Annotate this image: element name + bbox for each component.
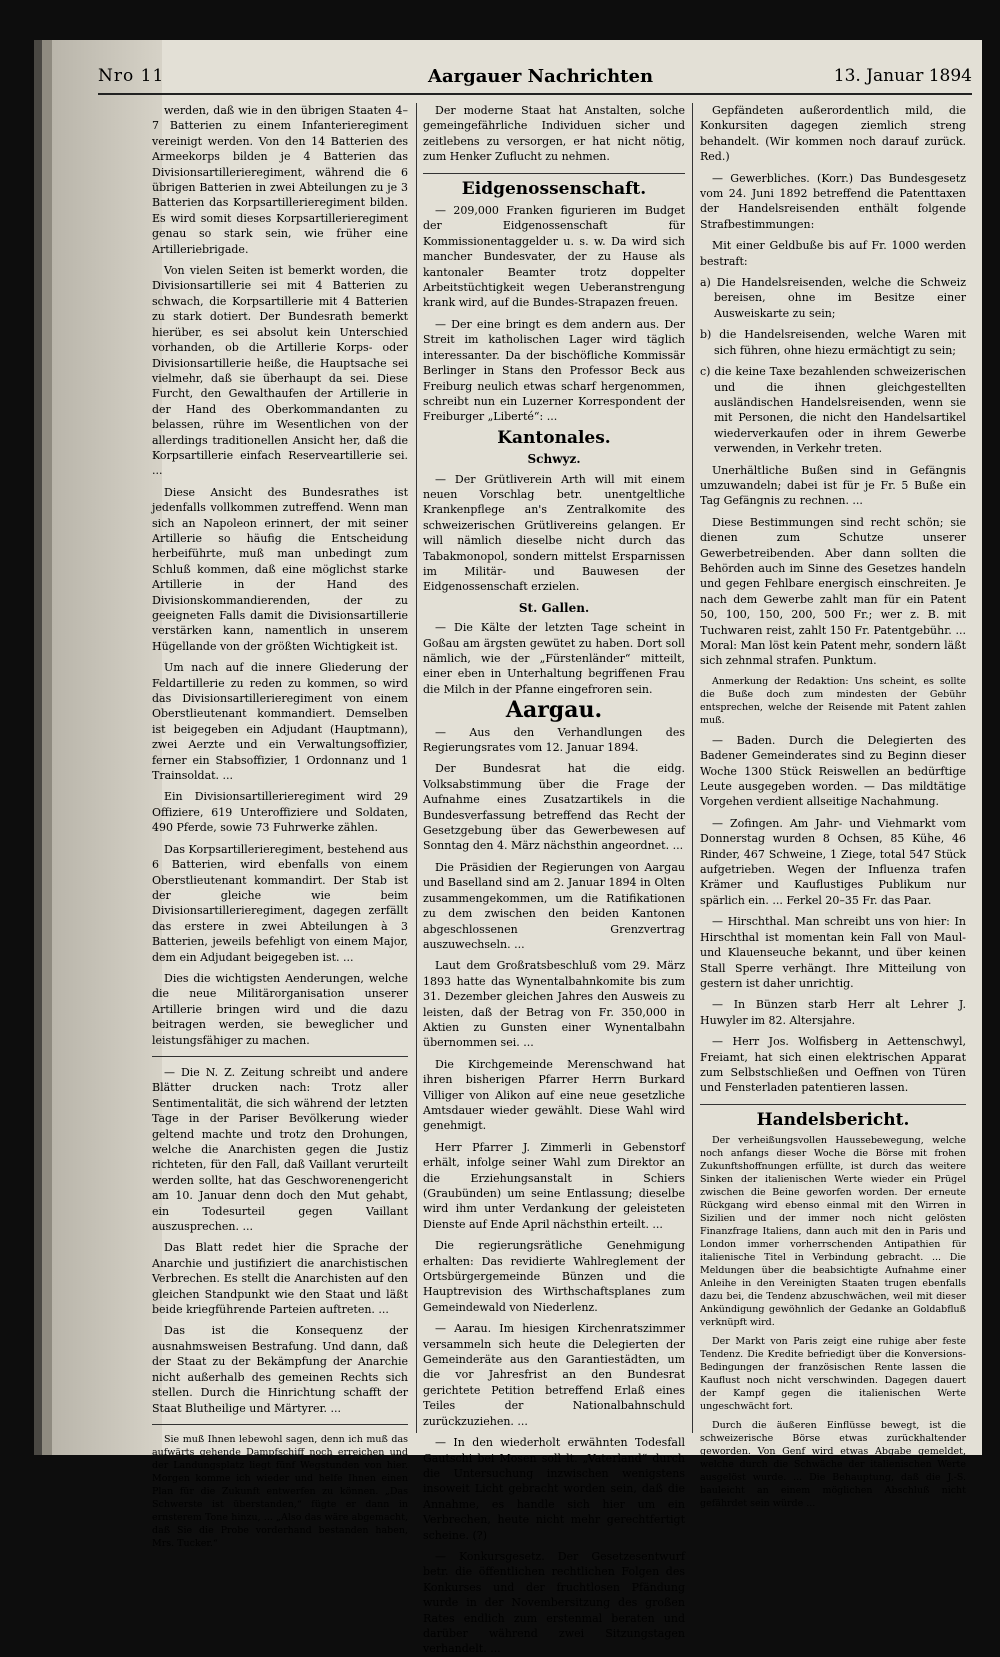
article-paragraph: Gepfändeten außerordentlich mild, die Konkursiten dagegen ziemlich streng behandelt. (Wir kommen noch darauf zurück. Red.) xyxy=(700,104,966,164)
article-paragraph: Um nach auf die innere Gliederung der Feldartillerie zu reden zu kommen, so wird das Divisionsartillerieregiment von einem Oberstlieutenant kommandiert. Demselben ist beigegeben ein Adjudant (Hauptmann), zwei Aerzte und ein Verwaltungsoffizier, ferner ein Stabsoffizier, 1 Ordonnanz und 1 Trainsoldat. ... xyxy=(152,661,408,783)
article-paragraph: Laut dem Großratsbeschluß vom 29. März 1893 hatte das Wynentalbahnkomite bis zum 31. Dezember gleichen Jahres den Ausweis zu leisten, daß der Betrag von Fr. 350,000 in Aktien zu Gunsten einer Wynentalbahn übernommen sei. ... xyxy=(423,959,685,1050)
article-paragraph: Diese Bestimmungen sind recht schön; sie dienen zum Schutze unserer Gewerbetreibenden. Aber dann sollten die Behörden auch im Sinne des Gesetzes handeln und gegen Fehlbare energisch einschreiten. Je nach dem Gewerbe zahlt man für ein Patent 50, 100, 150, 200, 500 Fr.; wer z. B. mit Tuchwaren reist, zahlt 150 Fr. Patentgebühr. ... Moral: Man löst kein Patent mehr, sondern läßt sich zehnmal strafen. Punktum. xyxy=(700,515,966,668)
page-header xyxy=(98,62,978,92)
column-divider xyxy=(692,103,693,1433)
article-paragraph: Von vielen Seiten ist bemerkt worden, die Divisionsartillerie sei mit 4 Batterien zu schwach, die Korpsartillerie mit 4 Batterien zu stark dotiert. Der Bundesrath bemerkt hierüber, es sei absolut kein Unterschied vorhanden, ob die Artillerie Korps- oder Divisionsartillerie heiße, die Hauptsache sei vielmehr, daß sie überhaupt da sei. Diese Furcht, den Gewalthaufen der Artillerie in der Hand des Oberkommandanten zu belassen, rühre im Wesentlichen von der allerdings traditionellen Ansicht her, daß die Korpsartillerie einfach Reserveartillerie sei. ... xyxy=(152,264,408,478)
editor-note: Anmerkung der Redaktion: Uns scheint, es sollte die Buße doch zum mindesten der Gebühr entsprechen, welche der Reisende mit Patent zahlen muß. xyxy=(700,675,966,726)
article-paragraph: Der moderne Staat hat Anstalten, solche gemeingefährliche Individuen sicher und zeitlebens zu versorgen, er hat nicht nötig, zum Henker Zuflucht zu nehmen. xyxy=(423,104,685,164)
market-report-paragraph: Der verheißungsvollen Haussebewegung, welche noch anfangs dieser Woche die Börse mit frohen Zukunftshoffnungen erfüllte, ist durch das weitere Sinken der italienischen Werte wieder ein Prügel zwischen die Beine geworfen worden. Der erneute Rückgang wird ebenso einmal mit den Wirren in Sizilien und der immer noch nicht gelösten Finanzfrage Italiens, dann auch mit den in Paris und London immer vorherrschenden Antipathien für italienische Titel in Verbindung gebracht. ... Die Meldungen über die beabsichtigte Aufnahme einer Anleihe in den Vereinigten Staaten trugen ebenfalls dazu bei, die Tendenz abzuschwächen, weil mit dieser Ankündigung gewöhnlich der Gedanke an Goldabfluß verknüpft wird. xyxy=(700,1135,966,1329)
article-paragraph: Mit einer Geldbuße bis auf Fr. 1000 werden bestraft: xyxy=(700,239,966,268)
subsection-heading: St. Gallen. xyxy=(518,600,590,615)
subsection-heading: Schwyz. xyxy=(527,452,581,467)
article-paragraph: Das ist die Konsequenz der ausnahmsweisen Bestrafung. Und dann, daß der Staat zu der Bekämpfung der Anarchie nicht außerhalb des gemeinen Rechts sich stellen. Durch die Hinrichtung schafft der Staat Blutheilige und Märtyrer. ... xyxy=(152,1324,408,1415)
article-paragraph: — Herr Jos. Wolfisberg in Aettenschwyl, Freiamt, hat sich einen elektrischen Apparat zum Selbstschließen und Oeffnen von Türen und Fensterladen patentieren lassen. xyxy=(700,1035,966,1095)
article-paragraph: Herr Pfarrer J. Zimmerli in Gebenstorf erhält, infolge seiner Wahl zum Direktor an die Erziehungsanstalt in Schiers (Graubünden) um seine Entlassung; dieselbe wird ihm unter Verdankung der geleisteten Dienste auf Ende April nächsthin erteilt. ... xyxy=(423,1140,685,1231)
article-paragraph: — Konkursgesetz. Der Gesetzesentwurf betr. die öffentlichen rechtlichen Folgen des Konkurses und der fruchtlosen Pfändung wurde in der Novembersitzung des großen Rates endlich zum erstenmal beraten und darüber während zwei Sitzungstagen verhandelt. ... xyxy=(423,1549,685,1656)
header-rule xyxy=(98,93,972,95)
feuilleton-text: Sie muß Ihnen lebewohl sagen, denn ich muß das aufwärts gehende Dampfschiff noch erreichen und der Landungsplatz liegt fünf Wegstunden von hier. Morgen komme ich wieder und helfe Ihnen einen Plan für die Zukunft entwerfen zu können. „Das Schwerste ist überstanden,“ fügte er dann in ernsterem Tone hinzu, ... „Also das wäre abgemacht, daß Sie die Probe vorderhand bestanden haben, Mrs. Tucker.“ xyxy=(152,1433,408,1549)
article-paragraph: — Zofingen. Am Jahr- und Viehmarkt vom Donnerstag wurden 8 Ochsen, 85 Kühe, 46 Rinder, 467 Schweine, 1 Ziege, total 547 Stück aufgetrieben. Wegen der Influenza trafen Krämer und Kauflustiges Publikum nur spärlich ein. ... Ferkel 20–35 Fr. das Paar. xyxy=(700,816,966,907)
section-heading: Kantonales. xyxy=(497,427,611,448)
article-paragraph: — Gewerbliches. (Korr.) Das Bundesgesetz vom 24. Juni 1892 betreffend die Patenttaxen der Handelsreisenden enthält folgende Strafbestimmungen: xyxy=(700,171,966,231)
newspaper-title: Aargauer Nachrichten xyxy=(428,66,654,87)
article-paragraph: Die Präsidien der Regierungen von Aargau und Baselland sind am 2. Januar 1894 in Olten zusammengekommen, um die Ratifikationen zu dem zwischen den beiden Kantonen abgeschlossenen Grenzvertrag auszuwechseln. ... xyxy=(423,860,685,951)
section-divider xyxy=(152,1056,408,1057)
article-paragraph: Das Blatt redet hier die Sprache der Anarchie und justifiziert die anarchistischen Verbrechen. Es stellt die Anarchisten auf den gleichen Standpunkt wie den Staat und läßt beide kriegführende Parteien auftreten. ... xyxy=(152,1241,408,1317)
column-2 xyxy=(423,103,685,1656)
article-paragraph: Unerhältliche Bußen sind in Gefängnis umzuwandeln; dabei ist für je Fr. 5 Buße ein Tag Gefängnis zu rechnen. ... xyxy=(700,463,966,508)
market-report-paragraph: Der Markt von Paris zeigt eine ruhige aber feste Tendenz. Die Kredite befriedigt über die Konversions-Bedingungen der französischen Rente lassen die Kauflust noch nicht verschwinden. Dagegen dauert der Kampf gegen die italienischen Werte ungeschwächt fort. xyxy=(700,1336,966,1413)
article-paragraph: — In Bünzen starb Herr alt Lehrer J. Huwyler im 82. Altersjahre. xyxy=(700,998,966,1027)
article-paragraph: Das Korpsartillerieregiment, bestehend aus 6 Batterien, wird ebenfalls von einem Oberstlieutenant kommandirt. Der Stab ist der gleiche wie beim Divisionsartillerieregiment, dagegen zerfällt das erstere in zwei Abteilungen à 3 Batterien, jeweils befehligt von einem Major, dem ein Adjudant beigegeben ist. ... xyxy=(152,842,408,964)
article-paragraph: Die regierungsrätliche Genehmigung erhalten: Das revidierte Wahlreglement der Ortsbürgergemeinde Bünzen und die Hauptrevision des Wirthschaftsplanes zum Gemeindewald von Niederlenz. xyxy=(423,1239,685,1314)
market-report-paragraph: Durch die äußeren Einflüsse bewegt, ist die schweizerische Börse etwas zurückhaltender geworden. Von Genf wird etwas Abgabe gemeldet, welche durch die Schwäche der italienischen Werte ausgelöst wurde. ... Die Behauptung, daß die J.-S. bauleicht an einem möglichen Abschluß nicht gefährdet sein würde ... xyxy=(700,1420,966,1510)
article-paragraph: — Der Grütliverein Arth will mit einem neuen Vorschlag betr. unentgeltliche Krankenpflege an's Zentralkomite des schweizerischen Grütlivereins gelangen. Er will nämlich dieselbe nicht durch das Tabakmonopol, sondern mittelst Ersparnissen im Militär- und Bauwesen der Eidgenossenschaft erzielen. xyxy=(423,472,685,594)
article-paragraph: — Die N. Z. Zeitung schreibt und andere Blätter drucken nach: Trotz aller Sentimentalität, die sich während der letzten Tage in der Pariser Bevölkerung wieder geltend machte und trotz den Drohungen, welche die Anarchisten gegen die Justiz richteten, für den Fall, daß Vaillant verurteilt werden sollte, hat das Geschworenengericht am 10. Januar denn doch den Mut gehabt, ein Todesurteil gegen Vaillant auszusprechen. ... xyxy=(152,1065,408,1234)
penalty-list-item: c) die keine Taxe bezahlenden schweizerischen und die ihnen gleichgestellten ausländischen Handelsreisenden, wenn sie mit Personen, die nicht den Handelsartikel wiederverkaufen oder in ihrem Gewerbe verwenden, in Verkehr treten. xyxy=(700,365,966,456)
article-paragraph: — Baden. Durch die Delegierten des Badener Gemeinderates sind zu Beginn dieser Woche 1300 Stück Reiswellen an bedürftige Leute ausgegeben worden. — Das mildtätige Vorgehen verdient allseitige Nachahmung. xyxy=(700,733,966,809)
article-paragraph: — Hirschthal. Man schreibt uns von hier: In Hirschthal ist momentan kein Fall von Maul- und Klauenseuche bekannt, und über keinen Stall Sperre verhängt. Ihre Mitteilung von gestern ist daher unrichtig. xyxy=(700,915,966,990)
section-divider xyxy=(700,1104,966,1105)
section-heading: Eidgenossenschaft. xyxy=(461,178,647,199)
article-paragraph: — Aarau. Im hiesigen Kirchenratszimmer versammeln sich heute die Delegierten der Gemeinderäte aus den Garantiestädten, um die vor Jahresfrist an den Bundesrat gerichtete Petition betreffend Erlaß eines Teiles der Nationalbahnschuld zurückzuziehen. ... xyxy=(423,1322,685,1428)
article-paragraph: werden, daß wie in den übrigen Staaten 4–7 Batterien zu einem Infanterieregiment vereinigt werden. Von den 14 Batterien des Armeekorps bilden je 4 Batterien das Divisionsartillerieregiment, während die 6 übrigen Batterien in zwei Abteilungen zu je 3 Batterien das Korpsartillerieregiment bilden. Es wird somit dieses Korpsartillerieregiment genau so stark sein, wie früher eine Artilleriebrigade. xyxy=(152,104,408,256)
column-divider xyxy=(416,103,417,1433)
article-paragraph: — In den wiederholt erwähnten Todesfall Gautschi bei Mosen soll lt. „Vaterland“ durch die Untersuchung inzwischen wenigstens insoweit Licht gebracht worden sein, daß die Annahme, es handle sich hier um ein Verbrechen, heute nicht mehr gerechtfertigt scheine. (?) xyxy=(423,1436,685,1542)
issue-date: 13. Januar 1894 xyxy=(833,66,972,86)
article-paragraph: — Aus den Verhandlungen des Regierungsrates vom 12. Januar 1894. xyxy=(423,725,685,755)
article-paragraph: — Der eine bringt es dem andern aus. Der Streit im katholischen Lager wird täglich interessanter. Da der bischöfliche Kommissär Berlinger in Stans den Professor Beck aus Freiburg neulich etwas scharf hergenommen, schreibt nun ein Luzerner Korrespondent der Freiburger „Liberté“: ... xyxy=(423,317,685,424)
article-paragraph: Die Kirchgemeinde Merenschwand hat ihren bisherigen Pfarrer Herrn Burkard Villiger von Alikon auf eine neue gesetzliche Amtsdauer wieder gewählt. Diese Wahl wird genehmigt. xyxy=(423,1057,685,1133)
feuilleton-divider xyxy=(152,1424,408,1425)
penalty-list-item: b) die Handelsreisenden, welche Waren mit sich führen, ohne hiezu ermächtigt zu sein; xyxy=(700,328,966,357)
page-edge-shadow xyxy=(52,40,165,1455)
penalty-list-item: a) Die Handelsreisenden, welche die Schweiz bereisen, ohne im Besitze einer Ausweiskarte zu sein; xyxy=(700,276,966,320)
section-heading: Aargau. xyxy=(505,697,603,724)
column-1 xyxy=(152,103,408,1549)
section-divider xyxy=(423,173,685,174)
section-heading: Handelsbericht. xyxy=(756,1109,910,1130)
article-paragraph: — Die Kälte der letzten Tage scheint in Goßau am ärgsten gewütet zu haben. Dort soll nämlich, wie der „Fürstenländer“ mitteilt, einer eben in Unterhaltung begriffenen Frau die Milch in der Pfanne eingefroren sein. xyxy=(423,621,685,696)
article-paragraph: Der Bundesrat hat die eidg. Volksabstimmung über die Frage der Aufnahme eines Zusatzartikels in die Bundesverfassung betreffend das Recht der Gesetzgebung über das Gewerbewesen auf Sonntag den 4. März nächsthin angeordnet. ... xyxy=(423,762,685,853)
issue-number: Nro 11 xyxy=(98,66,165,86)
column-3 xyxy=(700,103,966,1510)
article-paragraph: Dies die wichtigsten Aenderungen, welche die neue Militärorganisation unserer Artillerie bringen wird und die dazu beitragen werden, sie beweglicher und leistungsfähiger zu machen. xyxy=(152,971,408,1047)
article-paragraph: — 209,000 Franken figurieren im Budget der Eidgenossenschaft für Kommissionentaggelder u. s. w. Da wird sich mancher Bundesvater, der zu Hause als kantonaler Beamter trotz doppelter Arbeitstüchtigkeit wegen Ueberanstrengung krank wird, auf die Bundes-Strapazen freuen. xyxy=(423,204,685,310)
article-paragraph: Diese Ansicht des Bundesrathes ist jedenfalls vollkommen zutreffend. Wenn man sich an Napoleon erinnert, der mit seiner Artillerie so häufig die Entscheidung herbeiführte, muß man unbedingt zum Schluß kommen, daß eine möglichst starke Artillerie in der Hand des Divisionskommandierenden, der zu geeigneten Falls damit die Divisionsartillerie verstärken kann, namentlich in unserem Hügellande von der größten Wichtigkeit ist. xyxy=(152,485,408,653)
article-paragraph: Ein Divisionsartillerieregiment wird 29 Offiziere, 619 Unteroffiziere und Soldaten, 490 Pferde, sowie 73 Fuhrwerke zählen. xyxy=(152,790,408,835)
